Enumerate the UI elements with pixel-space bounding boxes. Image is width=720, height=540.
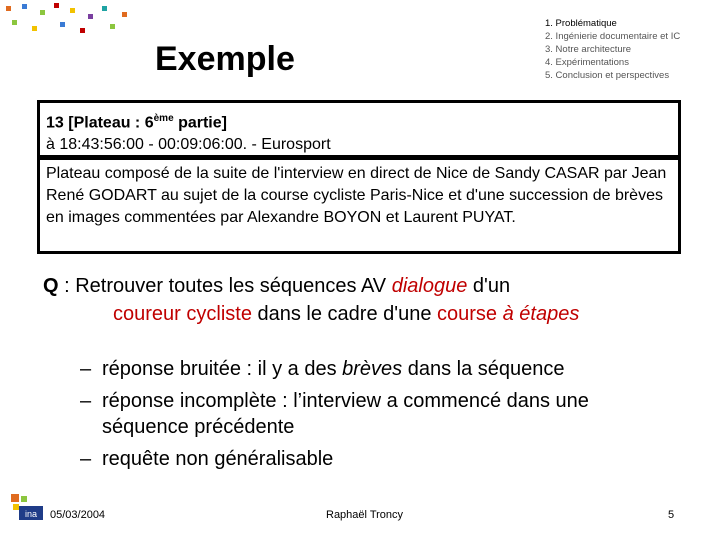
outline-item: 1. Problématique (545, 18, 617, 29)
outline-item: 4. Expérimentations (545, 57, 629, 68)
document-description-box (37, 158, 681, 254)
footer-author: Raphaël Troncy (326, 509, 404, 521)
list-item (80, 388, 680, 440)
document-reference-sup: ème (153, 113, 174, 124)
footer-date: 05/03/2004 (50, 509, 106, 521)
document-reference-prefix: 13 [Plateau : 6 (46, 114, 154, 132)
document-description: Plateau composé de la suite de l'interview en direct de Nice de Sandy CASAR par Jean René GODART au sujet de la course cycliste Paris-Nice et d'une succession de brèves en images commentées par Alexandre BOYON et Laurent PUYAT. (46, 165, 667, 226)
list-item-text: requête non généralisable (102, 448, 334, 470)
outline-item: 5. Conclusion et perspectives (545, 70, 670, 81)
bullet-dash: – (80, 448, 92, 470)
query-text (43, 272, 703, 328)
document-timecode: à 18:43:56:00 - 00:09:06:00. - Eurosport (46, 136, 331, 154)
query-part: d'un (467, 275, 511, 297)
list-item-emphasis: brèves (342, 358, 403, 380)
query-keyword-coureur: coureur cycliste (113, 303, 252, 325)
ina-logo-text: ina (24, 509, 38, 519)
list-item-text: réponse incomplète : l’interview a commencé dans une séquence précédente (102, 390, 589, 438)
issues-list (80, 356, 680, 478)
query-label: Q (43, 275, 59, 297)
document-reference-suffix: partie] (173, 114, 227, 132)
query-keyword-course: course (437, 303, 498, 325)
bullet-dash: – (80, 390, 92, 412)
query-keyword-etapes: à étapes (502, 303, 580, 325)
query-keyword-dialogue: dialogue (391, 275, 468, 297)
page-number: 5 (668, 509, 675, 521)
query-part: : Retrouver toutes les séquences AV (58, 275, 392, 297)
list-item-text: dans la séquence (402, 358, 565, 380)
outline-list (545, 17, 680, 82)
outline-item: 3. Notre architecture (545, 44, 632, 55)
outline-item: 2. Ingénierie documentaire et IC (545, 31, 681, 42)
document-header-box (37, 100, 681, 158)
document-reference (46, 108, 672, 134)
query-part: dans le cadre d'une (251, 303, 437, 325)
bullet-dash: – (80, 358, 92, 380)
slide-title: Exemple (155, 40, 295, 78)
list-item (80, 356, 680, 382)
list-item (80, 446, 680, 472)
ina-logo (11, 494, 43, 524)
list-item-text: réponse bruitée : il y a des (102, 358, 343, 380)
